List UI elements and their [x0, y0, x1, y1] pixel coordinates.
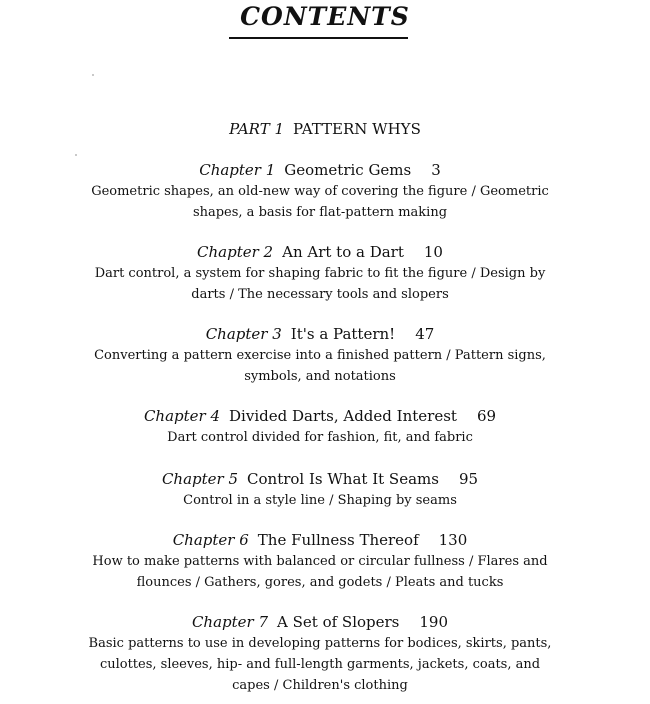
chapter-heading	[80, 160, 560, 180]
chapter-label: Chapter 3	[205, 325, 282, 343]
chapter-label: Chapter 6	[172, 531, 249, 549]
part-number: PART 1	[229, 120, 285, 138]
chapter-description: Dart control divided for fashion, fit, and fabric	[167, 430, 473, 445]
chapter-title: A Set of Slopers	[277, 613, 400, 631]
chapter-description: Control in a style line / Shaping by seams	[183, 493, 457, 508]
chapter-label: Chapter 1	[199, 161, 276, 179]
chapter-entry	[80, 324, 560, 387]
chapter-entry	[80, 406, 560, 448]
chapter-title: An Art to a Dart	[282, 243, 404, 261]
chapter-label: Chapter 5	[161, 470, 239, 488]
chapter-description: Basic patterns to use in developing patterns for bodices, skirts, pants, culottes, sleeves, hip- and full-length garments, jackets, coats, and capes / Children's clothing	[88, 636, 552, 693]
chapter-page: 130	[438, 531, 468, 549]
part-title: PATTERN WHYS	[293, 120, 421, 138]
chapter-page: 47	[415, 325, 435, 343]
chapter-title: It's a Pattern!	[290, 325, 396, 343]
page-title: CONTENTS	[240, 2, 410, 31]
chapter-description: Dart control, a system for shaping fabric to fit the figure / Design by darts / The necessary tools and slopers	[94, 266, 546, 302]
chapter-entry	[80, 612, 560, 696]
chapter-label: Chapter 4	[143, 407, 221, 425]
title-underline	[229, 37, 408, 39]
speck-mark	[92, 74, 94, 76]
chapter-heading	[80, 469, 560, 489]
chapter-label: Chapter 7	[191, 613, 269, 631]
chapter-heading	[80, 324, 560, 344]
chapter-heading	[80, 242, 560, 262]
chapter-description: Geometric shapes, an old-new way of covering the figure / Geometric shapes, a basis for flat-pattern making	[91, 184, 549, 220]
chapter-label: Chapter 2	[197, 243, 274, 261]
speck-mark	[75, 154, 77, 156]
part-heading	[0, 120, 650, 138]
chapter-heading	[80, 406, 560, 426]
chapter-entry	[80, 160, 560, 223]
chapter-title: Divided Darts, Added Interest	[229, 407, 457, 425]
chapter-entry	[80, 469, 560, 511]
chapter-page: 95	[458, 470, 479, 488]
chapter-description: Converting a pattern exercise into a finished pattern / Pattern signs, symbols, and notations	[94, 348, 546, 384]
chapter-page: 10	[423, 243, 443, 261]
chapter-title: Geometric Gems	[284, 161, 412, 179]
chapter-entry	[80, 530, 560, 593]
chapter-heading	[80, 530, 560, 550]
chapter-description: How to make patterns with balanced or circular fullness / Flares and flounces / Gathers, gores, and godets / Pleats and tucks	[92, 554, 548, 590]
chapter-page: 3	[431, 161, 441, 179]
chapter-heading	[80, 612, 560, 632]
chapter-page: 69	[476, 407, 497, 425]
chapter-title: The Fullness Thereof	[257, 531, 419, 549]
chapter-page: 190	[419, 613, 449, 631]
chapter-entry	[80, 242, 560, 305]
chapter-title: Control Is What It Seams	[247, 470, 439, 488]
